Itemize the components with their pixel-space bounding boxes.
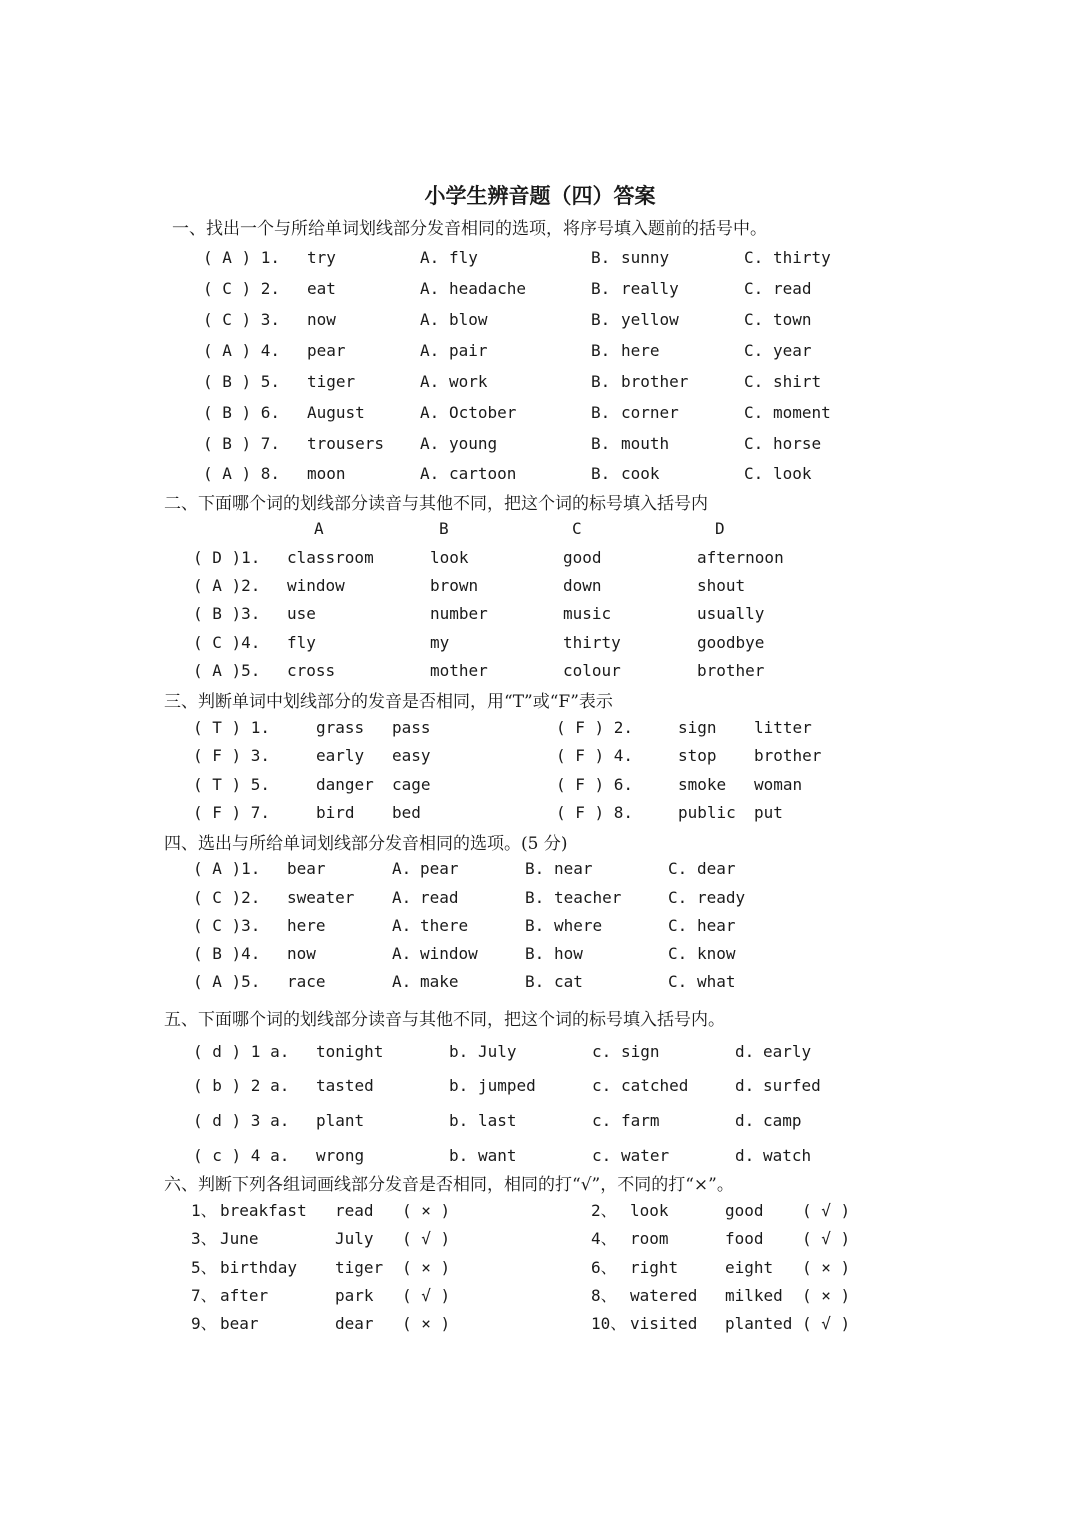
option-letter: A. <box>392 944 412 963</box>
option-word: brother <box>697 661 765 680</box>
word: put <box>754 803 783 822</box>
word: bed <box>392 803 421 822</box>
option-letter: A. <box>392 972 412 991</box>
answer-bracket: ( B ) 5. <box>203 372 281 391</box>
question-row <box>0 1284 1080 1310</box>
section-6-heading: 六、判断下列各组词画线部分发音是否相同，相同的打“√”，不同的打“×”。 <box>164 1175 734 1195</box>
option-word: cat <box>554 972 583 991</box>
question-row <box>0 370 1080 396</box>
word: cage <box>392 775 431 794</box>
option-letter: c. <box>592 1076 612 1095</box>
item-number: 4、 <box>591 1229 617 1248</box>
option-letter: C. <box>668 888 688 907</box>
question-row <box>0 462 1080 488</box>
given-word: race <box>287 972 326 991</box>
answer-bracket: ( c ) 4 a. <box>193 1146 290 1165</box>
option-word: catched <box>621 1076 689 1095</box>
option-word: last <box>478 1111 517 1130</box>
word: planted <box>725 1314 793 1333</box>
option-letter: c. <box>592 1146 612 1165</box>
word: read <box>335 1201 374 1220</box>
answer-bracket: ( b ) 2 a. <box>193 1076 290 1095</box>
option-letter: d. <box>735 1042 755 1061</box>
answer-mark: ( × ) <box>402 1258 451 1277</box>
question-row <box>0 546 1080 572</box>
option-letter: B. <box>525 888 545 907</box>
question-row <box>0 339 1080 365</box>
option-word: farm <box>621 1111 660 1130</box>
option-letter: d. <box>735 1111 755 1130</box>
option-letter: b. <box>449 1042 469 1061</box>
option-word: down <box>563 576 602 595</box>
option-letter: C. <box>668 916 688 935</box>
given-word: now <box>307 310 336 329</box>
option-word: here <box>621 341 660 360</box>
option-word: horse <box>773 434 822 453</box>
given-word: tiger <box>307 372 356 391</box>
answer-bracket: ( T ) 5. <box>193 775 271 794</box>
question-row <box>0 401 1080 427</box>
given-word: pear <box>307 341 346 360</box>
option-word: blow <box>449 310 488 329</box>
option-word: window <box>287 576 345 595</box>
answer-bracket: ( F ) 4. <box>556 746 634 765</box>
option-word: camp <box>763 1111 802 1130</box>
answer-bracket: ( C ) 2. <box>203 279 281 298</box>
option-letter: A. <box>420 372 440 391</box>
question-row <box>0 1109 1080 1135</box>
option-word: colour <box>563 661 621 680</box>
word: July <box>335 1229 374 1248</box>
answer-bracket: ( A )5. <box>193 661 261 680</box>
option-letter: A. <box>420 310 440 329</box>
answer-bracket: ( D )1. <box>193 548 261 567</box>
option-word: sign <box>621 1042 660 1061</box>
option-letter: C. <box>744 464 764 483</box>
item-number: 3、 <box>191 1229 217 1248</box>
section-1-heading: 一、找出一个与所给单词划线部分发音相同的选项，将序号填入题前的括号中。 <box>172 219 767 239</box>
given-word: moon <box>307 464 346 483</box>
option-word: music <box>563 604 612 623</box>
option-letter: b. <box>449 1146 469 1165</box>
option-word: mother <box>430 661 488 680</box>
word: danger <box>316 775 374 794</box>
option-word: usually <box>697 604 765 623</box>
option-letter: A. <box>420 279 440 298</box>
word: milked <box>725 1286 783 1305</box>
option-letter: B. <box>591 248 611 267</box>
option-letter: B. <box>591 403 611 422</box>
option-word: mouth <box>621 434 670 453</box>
option-letter: C. <box>744 341 764 360</box>
option-letter: A. <box>392 916 412 935</box>
word: bird <box>316 803 355 822</box>
option-word: town <box>773 310 812 329</box>
word: pass <box>392 718 431 737</box>
option-word: cross <box>287 661 336 680</box>
item-number: 6、 <box>591 1258 617 1277</box>
given-word: August <box>307 403 365 422</box>
answer-bracket: ( F ) 7. <box>193 803 271 822</box>
word: breakfast <box>220 1201 307 1220</box>
option-word: dear <box>697 859 736 878</box>
option-word: pear <box>420 859 459 878</box>
answer-mark: ( × ) <box>802 1286 851 1305</box>
option-letter: A. <box>420 464 440 483</box>
option-word: my <box>430 633 450 652</box>
option-word: thirty <box>773 248 831 267</box>
option-word: look <box>430 548 469 567</box>
word: look <box>630 1201 669 1220</box>
question-row <box>0 1256 1080 1282</box>
option-word: thirty <box>563 633 621 652</box>
option-word: plant <box>316 1111 365 1130</box>
option-letter: B. <box>525 916 545 935</box>
option-word: tasted <box>316 1076 374 1095</box>
answer-bracket: ( B ) 7. <box>203 434 281 453</box>
section-5-heading: 五、下面哪个词的划线部分读音与其他不同，把这个词的标号填入括号内。 <box>164 1010 725 1030</box>
option-word: shirt <box>773 372 822 391</box>
question-row <box>0 801 1080 827</box>
option-letter: B. <box>525 859 545 878</box>
answer-bracket: ( C )3. <box>193 916 261 935</box>
option-letter: C. <box>744 434 764 453</box>
option-letter: B. <box>591 464 611 483</box>
question-row <box>0 246 1080 272</box>
option-letter: B. <box>591 341 611 360</box>
option-word: wrong <box>316 1146 365 1165</box>
word: eight <box>725 1258 774 1277</box>
option-letter: A. <box>420 248 440 267</box>
answer-bracket: ( d ) 1 a. <box>193 1042 290 1061</box>
answer-bracket: ( A )2. <box>193 576 261 595</box>
option-word: water <box>621 1146 670 1165</box>
item-number: 10、 <box>591 1314 627 1333</box>
option-letter: A. <box>420 434 440 453</box>
option-word: headache <box>449 279 527 298</box>
answer-bracket: ( B ) 6. <box>203 403 281 422</box>
option-letter: b. <box>449 1111 469 1130</box>
option-word: want <box>478 1146 517 1165</box>
item-number: 1、 <box>191 1201 217 1220</box>
question-row <box>0 1040 1080 1066</box>
option-word: watch <box>763 1146 812 1165</box>
option-word: fly <box>449 248 478 267</box>
option-letter: C. <box>668 972 688 991</box>
option-letter: B. <box>591 279 611 298</box>
answer-bracket: ( B )4. <box>193 944 261 963</box>
option-letter: d. <box>735 1076 755 1095</box>
item-number: 2、 <box>591 1201 617 1220</box>
word: June <box>220 1229 259 1248</box>
word: woman <box>754 775 803 794</box>
option-word: year <box>773 341 812 360</box>
answer-mark: ( √ ) <box>402 1229 451 1248</box>
word: bear <box>220 1314 259 1333</box>
word: easy <box>392 746 431 765</box>
word: birthday <box>220 1258 298 1277</box>
option-word: read <box>420 888 459 907</box>
option-word: brother <box>621 372 689 391</box>
question-row <box>0 308 1080 334</box>
given-word: trousers <box>307 434 385 453</box>
option-word: know <box>697 944 736 963</box>
option-letter: C. <box>668 859 688 878</box>
option-word: young <box>449 434 498 453</box>
question-row <box>0 773 1080 799</box>
option-word: yellow <box>621 310 679 329</box>
question-row <box>0 277 1080 303</box>
option-word: moment <box>773 403 831 422</box>
answer-bracket: ( A )1. <box>193 859 261 878</box>
option-word: work <box>449 372 488 391</box>
answer-mark: ( √ ) <box>802 1201 851 1220</box>
option-word: look <box>773 464 812 483</box>
option-word: teacher <box>554 888 622 907</box>
answer-bracket: ( F ) 3. <box>193 746 271 765</box>
option-word: pair <box>449 341 488 360</box>
item-number: 8、 <box>591 1286 617 1305</box>
option-letter: A. <box>420 403 440 422</box>
word: brother <box>754 746 822 765</box>
option-word: ready <box>697 888 746 907</box>
option-letter: c. <box>592 1111 612 1130</box>
option-letter: b. <box>449 1076 469 1095</box>
column-label: D <box>715 519 725 538</box>
option-letter: C. <box>668 944 688 963</box>
question-row <box>0 857 1080 883</box>
option-letter: B. <box>525 944 545 963</box>
option-word: how <box>554 944 583 963</box>
option-letter: B. <box>591 310 611 329</box>
column-label: A <box>314 519 324 538</box>
word: smoke <box>678 775 727 794</box>
answer-mark: ( × ) <box>402 1314 451 1333</box>
question-row <box>0 602 1080 628</box>
word: park <box>335 1286 374 1305</box>
option-word: jumped <box>478 1076 536 1095</box>
question-row <box>0 970 1080 996</box>
option-letter: B. <box>591 372 611 391</box>
word: watered <box>630 1286 698 1305</box>
word: litter <box>754 718 812 737</box>
question-row <box>0 432 1080 458</box>
option-word: window <box>420 944 478 963</box>
option-word: make <box>420 972 459 991</box>
column-label: C <box>572 519 582 538</box>
question-row <box>0 744 1080 770</box>
option-letter: C. <box>744 248 764 267</box>
question-row <box>0 631 1080 657</box>
answer-bracket: ( d ) 3 a. <box>193 1111 290 1130</box>
option-letter: B. <box>591 434 611 453</box>
answer-bracket: ( A ) 1. <box>203 248 281 267</box>
option-letter: C. <box>744 372 764 391</box>
word: stop <box>678 746 717 765</box>
option-word: where <box>554 916 603 935</box>
question-row <box>0 886 1080 912</box>
question-row <box>0 1199 1080 1225</box>
answer-bracket: ( T ) 1. <box>193 718 271 737</box>
option-letter: d. <box>735 1146 755 1165</box>
question-row <box>0 716 1080 742</box>
given-word: try <box>307 248 336 267</box>
option-letter: A. <box>420 341 440 360</box>
option-word: goodbye <box>697 633 765 652</box>
option-word: sunny <box>621 248 670 267</box>
option-letter: C. <box>744 310 764 329</box>
option-word: brown <box>430 576 479 595</box>
option-word: number <box>430 604 488 623</box>
option-word: what <box>697 972 736 991</box>
answer-bracket: ( F ) 2. <box>556 718 634 737</box>
section-4-heading: 四、选出与所给单词划线部分发音相同的选项。(5 分) <box>164 834 568 854</box>
question-row <box>0 1074 1080 1100</box>
option-word: afternoon <box>697 548 784 567</box>
given-word: now <box>287 944 316 963</box>
column-label: B <box>439 519 449 538</box>
question-row <box>0 942 1080 968</box>
option-word: read <box>773 279 812 298</box>
word: good <box>725 1201 764 1220</box>
option-word: fly <box>287 633 316 652</box>
option-word: use <box>287 604 316 623</box>
word: room <box>630 1229 669 1248</box>
answer-bracket: ( A )5. <box>193 972 261 991</box>
answer-bracket: ( F ) 6. <box>556 775 634 794</box>
answer-bracket: ( F ) 8. <box>556 803 634 822</box>
answer-bracket: ( A ) 8. <box>203 464 281 483</box>
option-word: corner <box>621 403 679 422</box>
option-word: July <box>478 1042 517 1061</box>
answer-bracket: ( B )3. <box>193 604 261 623</box>
word: sign <box>678 718 717 737</box>
given-word: bear <box>287 859 326 878</box>
word: visited <box>630 1314 698 1333</box>
option-word: surfed <box>763 1076 821 1095</box>
word: right <box>630 1258 679 1277</box>
item-number: 5、 <box>191 1258 217 1277</box>
word: after <box>220 1286 269 1305</box>
option-word: good <box>563 548 602 567</box>
item-number: 7、 <box>191 1286 217 1305</box>
option-word: near <box>554 859 593 878</box>
question-row <box>0 1312 1080 1338</box>
option-word: October <box>449 403 517 422</box>
option-letter: c. <box>592 1042 612 1061</box>
word: public <box>678 803 736 822</box>
question-row <box>0 574 1080 600</box>
answer-bracket: ( C )2. <box>193 888 261 907</box>
answer-bracket: ( A ) 4. <box>203 341 281 360</box>
answer-bracket: ( C ) 3. <box>203 310 281 329</box>
word: food <box>725 1229 764 1248</box>
option-word: there <box>420 916 469 935</box>
section-3-heading: 三、判断单词中划线部分的发音是否相同，用“T”或“F”表示 <box>164 692 613 712</box>
word: early <box>316 746 365 765</box>
column-labels <box>0 517 1080 543</box>
option-word: tonight <box>316 1042 384 1061</box>
question-row <box>0 1144 1080 1170</box>
option-letter: A. <box>392 888 412 907</box>
question-row <box>0 659 1080 685</box>
option-word: cartoon <box>449 464 517 483</box>
option-word: classroom <box>287 548 374 567</box>
option-letter: C. <box>744 403 764 422</box>
option-letter: B. <box>525 972 545 991</box>
answer-mark: ( × ) <box>802 1258 851 1277</box>
section-2-heading: 二、下面哪个词的划线部分读音与其他不同，把这个词的标号填入括号内 <box>164 494 708 514</box>
answer-mark: ( × ) <box>402 1201 451 1220</box>
option-word: really <box>621 279 679 298</box>
question-row <box>0 1227 1080 1253</box>
given-word: eat <box>307 279 336 298</box>
answer-bracket: ( C )4. <box>193 633 261 652</box>
word: tiger <box>335 1258 384 1277</box>
word: grass <box>316 718 365 737</box>
answer-mark: ( √ ) <box>802 1229 851 1248</box>
answer-mark: ( √ ) <box>402 1286 451 1305</box>
item-number: 9、 <box>191 1314 217 1333</box>
given-word: sweater <box>287 888 355 907</box>
word: dear <box>335 1314 374 1333</box>
page-title: 小学生辨音题（四）答案 <box>424 183 656 208</box>
answer-mark: ( √ ) <box>802 1314 851 1333</box>
option-letter: C. <box>744 279 764 298</box>
option-word: cook <box>621 464 660 483</box>
question-row <box>0 914 1080 940</box>
option-word: hear <box>697 916 736 935</box>
option-word: early <box>763 1042 812 1061</box>
option-letter: A. <box>392 859 412 878</box>
given-word: here <box>287 916 326 935</box>
option-word: shout <box>697 576 746 595</box>
